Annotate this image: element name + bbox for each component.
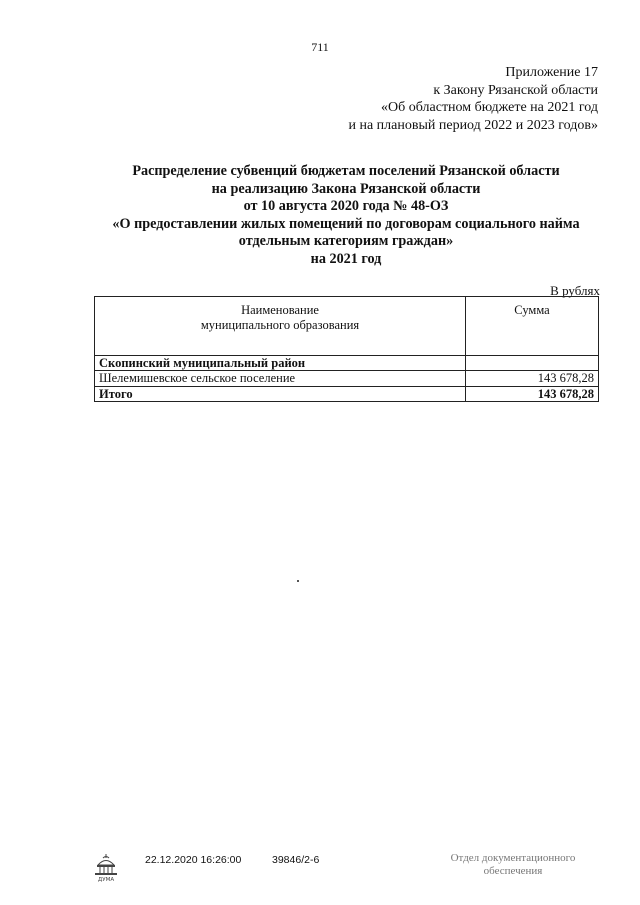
- appendix-header: [238, 64, 598, 134]
- column-header-name: [95, 297, 466, 356]
- total-amount: 143 678,28: [466, 387, 599, 402]
- svg-text:ДУМА: ДУМА: [97, 877, 115, 882]
- district-name: Скопинский муниципальный район: [95, 356, 466, 371]
- column-header-sum: Сумма: [466, 297, 599, 356]
- unit-label: В рублях: [550, 283, 600, 298]
- department-line: Отдел документационного: [450, 852, 576, 864]
- column-header-name-line1: Наименование: [241, 303, 319, 317]
- settlement-amount: 143 678,28: [466, 371, 599, 387]
- footer-department-stamp: [428, 852, 598, 878]
- title-line: отдельным категориям граждан»: [238, 233, 454, 249]
- table-row: [95, 371, 599, 387]
- title-line: на 2021 год: [310, 250, 382, 267]
- budget-table: [94, 296, 599, 402]
- title-line: «О предоставлении жилых помещений по договорам социального найма: [112, 215, 580, 232]
- title-line: на реализацию Закона Рязанской области: [211, 180, 481, 197]
- title-line: от 10 августа 2020 года № 48-ОЗ: [243, 198, 449, 214]
- footer-timestamp: 22.12.2020 16:26:00: [145, 854, 242, 866]
- appendix-line: и на плановый период 2022 и 2023 годов»: [348, 117, 598, 133]
- table-row: [95, 356, 599, 371]
- scan-speck: [297, 580, 299, 582]
- appendix-line: «Об областном бюджете на 2021 год: [381, 100, 598, 115]
- total-label: Итого: [95, 387, 466, 402]
- title-line: Распределение субвенций бюджетам поселений Рязанской области: [132, 163, 560, 179]
- table-row-total: [95, 387, 599, 402]
- footer: [0, 848, 640, 888]
- appendix-line: Приложение 17: [505, 65, 598, 80]
- page-number: 711: [311, 40, 329, 54]
- settlement-name: Шелемишевское сельское поселение: [95, 371, 466, 387]
- column-header-name-line2: муниципального образования: [200, 318, 360, 332]
- document-title: [40, 163, 640, 268]
- footer-doc-id: 39846/2-6: [272, 854, 320, 866]
- district-amount: [466, 356, 599, 371]
- table-header-row: [95, 297, 599, 356]
- department-line: обеспечения: [483, 865, 543, 877]
- appendix-line: к Закону Рязанской области: [433, 82, 598, 98]
- duma-building-logo-icon: [92, 852, 120, 882]
